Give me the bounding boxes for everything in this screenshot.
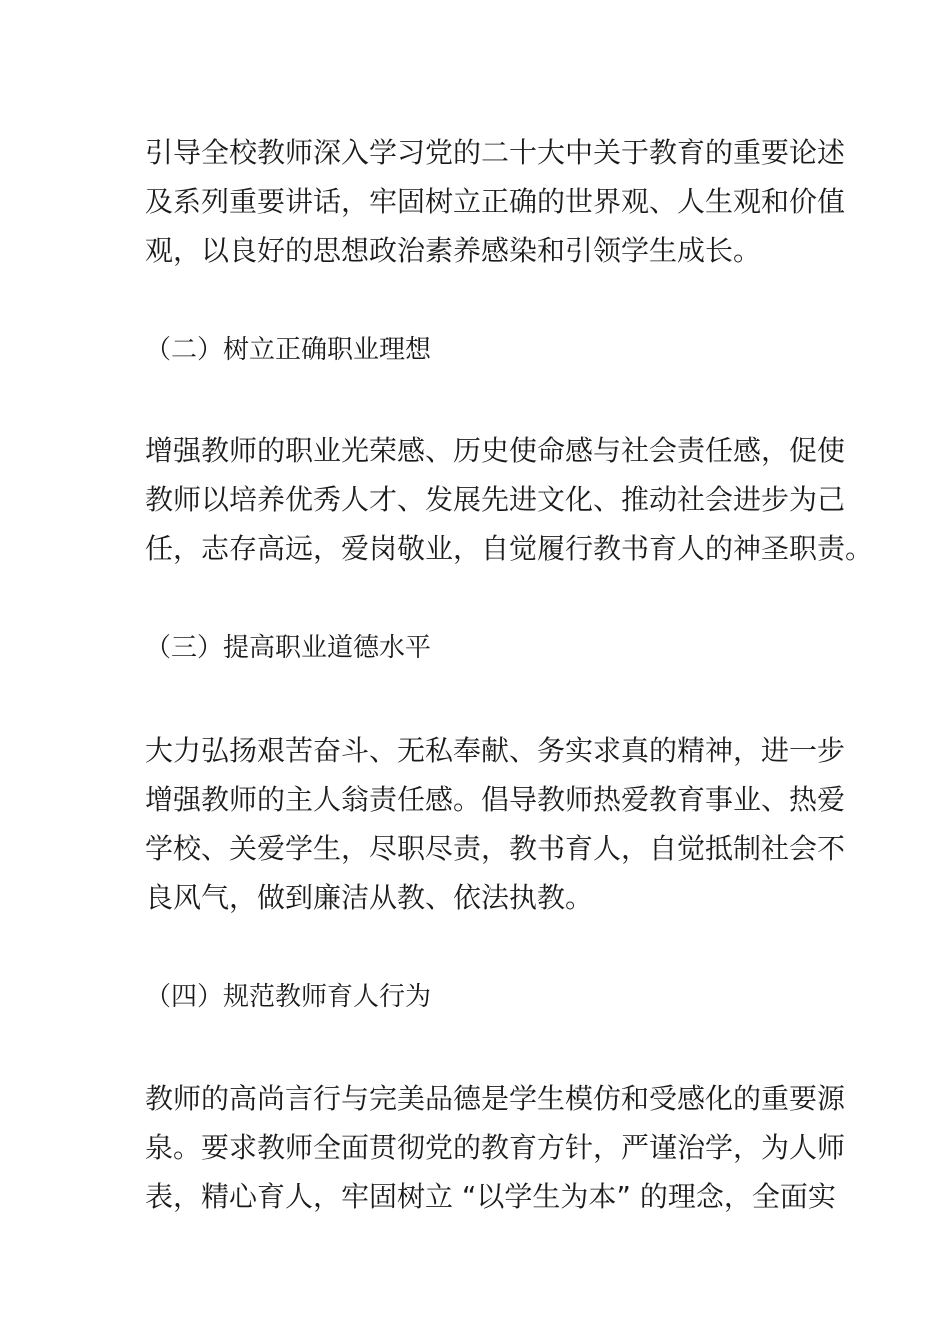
paragraph-line: 泉。要求教师全面贯彻党的教育方针，严谨治学，为人师 xyxy=(145,1131,846,1164)
paragraph-4 xyxy=(145,1074,846,1221)
paragraph-line: 增强教师的职业光荣感、历史使命感与社会责任感，促使 xyxy=(145,434,846,467)
paragraph-3 xyxy=(145,726,846,922)
paragraph-line: 任，志存高远，爱岗敬业，自觉履行教书育人的神圣职责。 xyxy=(145,532,874,565)
paragraph-line: 教师的高尚言行与完美品德是学生模仿和受感化的重要源 xyxy=(145,1082,846,1115)
paragraph-line: 观，以良好的思想政治素养感染和引领学生成长。 xyxy=(145,234,762,267)
paragraph-line: 学校、关爱学生，尽职尽责，教书育人，自觉抵制社会不 xyxy=(145,832,846,865)
paragraph-1 xyxy=(145,128,846,275)
paragraph-line: 及系列重要讲话，牢固树立正确的世界观、人生观和价值 xyxy=(145,185,846,218)
paragraph-line: 教师以培养优秀人才、发展先进文化、推动社会进步为己 xyxy=(145,483,846,516)
section-heading-2: （二）树立正确职业理想 xyxy=(145,335,432,365)
paragraph-2 xyxy=(145,426,874,573)
section-heading-4: （四）规范教师育人行为 xyxy=(145,982,432,1012)
paragraph-line: 表，精心育人，牢固树立 “以学生为本” 的理念，全面实 xyxy=(145,1180,836,1213)
paragraph-line: 良风气，做到廉洁从教、依法执教。 xyxy=(145,881,594,914)
paragraph-line: 大力弘扬艰苦奋斗、无私奉献、务实求真的精神，进一步 xyxy=(145,734,846,767)
paragraph-line: 引导全校教师深入学习党的二十大中关于教育的重要论述 xyxy=(145,136,846,169)
section-heading-3: （三）提高职业道德水平 xyxy=(145,633,432,663)
paragraph-line: 增强教师的主人翁责任感。倡导教师热爱教育事业、热爱 xyxy=(145,783,846,816)
